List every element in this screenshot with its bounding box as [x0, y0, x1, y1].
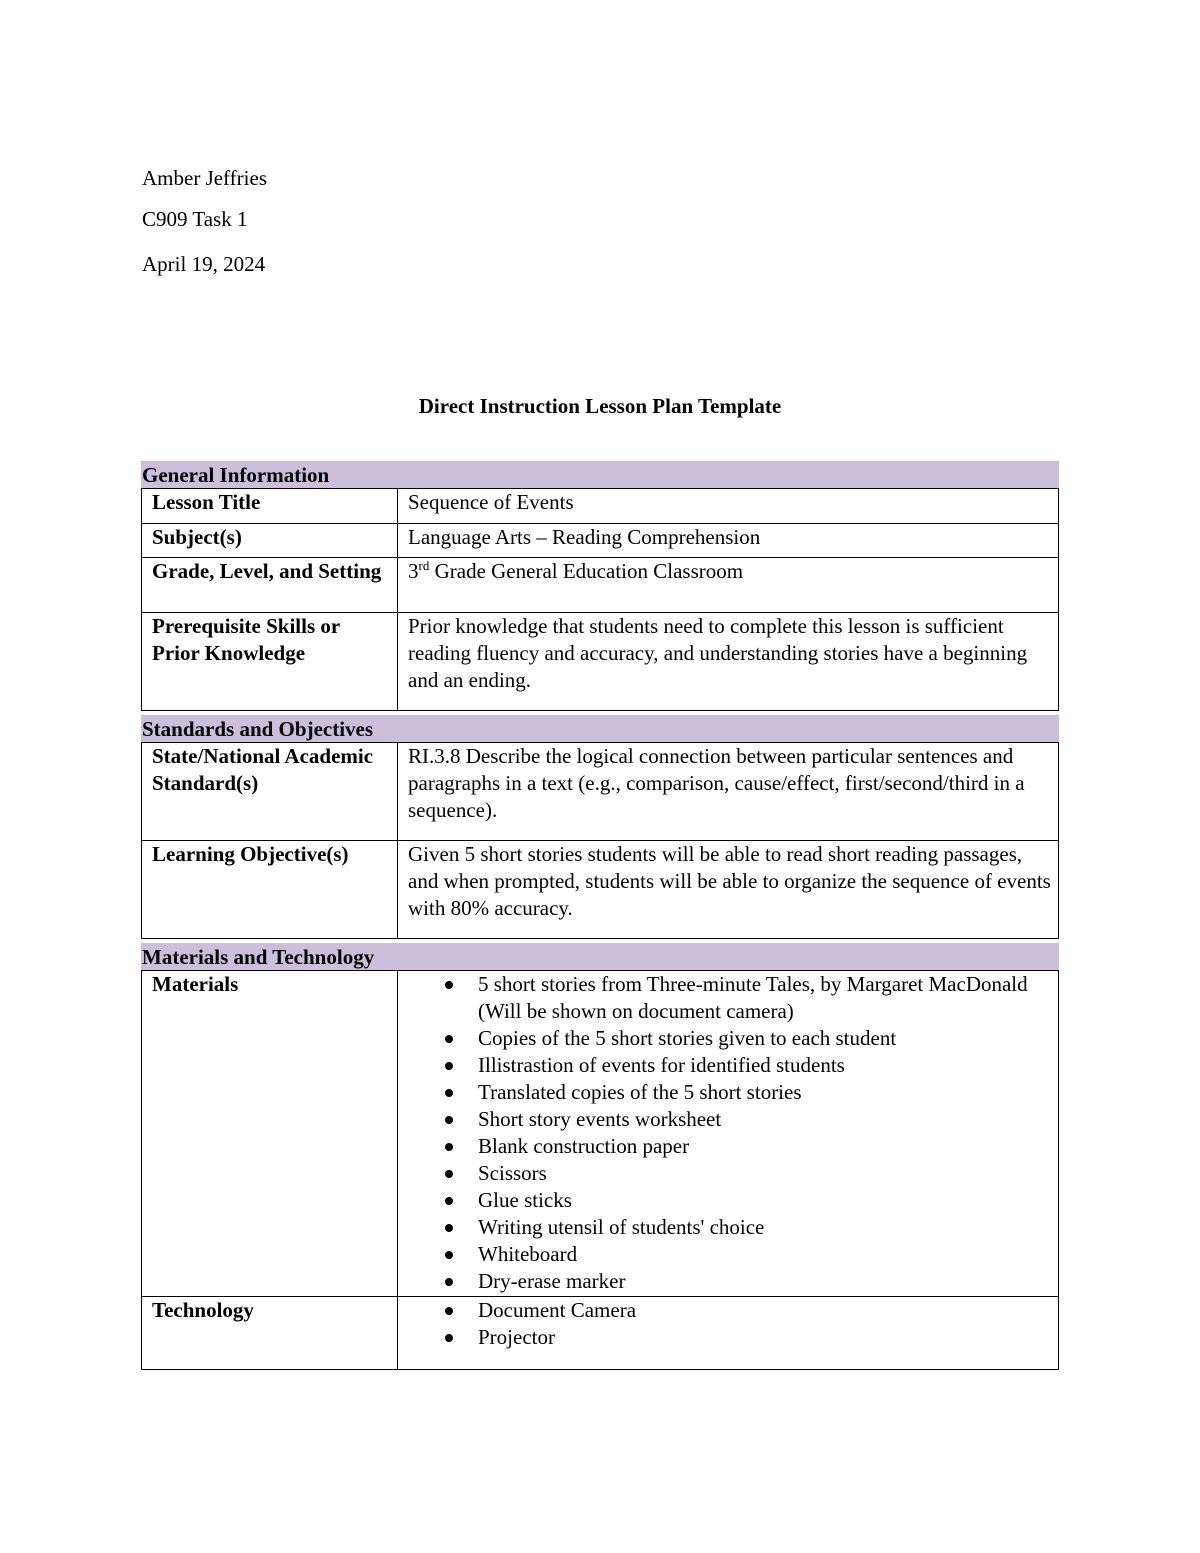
row-label: Materials [142, 971, 398, 1297]
row-label: Learning Objective(s) [142, 841, 398, 939]
list-item: Document Camera [478, 1297, 1052, 1324]
grade-setting: Grade General Education Classroom [429, 559, 744, 583]
table-row [142, 743, 1059, 841]
row-label: Technology [142, 1297, 398, 1370]
list-item: Short story events worksheet [478, 1106, 1052, 1133]
list-item: Whiteboard [478, 1241, 1052, 1268]
row-value: Sequence of Events [398, 489, 1059, 524]
row-label: State/National Academic Standard(s) [142, 743, 398, 841]
section-heading-standards: Standards and Objectives [141, 715, 1059, 742]
section-heading-general: General Information [141, 461, 1059, 488]
list-item: Glue sticks [478, 1187, 1052, 1214]
list-item: Illistrastion of events for identified students [478, 1052, 1052, 1079]
materials-list-cell [398, 971, 1059, 1297]
list-item: Copies of the 5 short stories given to each student [478, 1025, 1052, 1052]
list-item: Translated copies of the 5 short stories [478, 1079, 1052, 1106]
list-item: Projector [478, 1324, 1052, 1351]
table-row [142, 524, 1059, 558]
list-item: Blank construction paper [478, 1133, 1052, 1160]
materials-technology-table [141, 970, 1059, 1370]
section-heading-materials: Materials and Technology [141, 943, 1059, 970]
row-value: Given 5 short stories students will be able to read short reading passages, and when prompted, students will be able to organize the sequence of events with 80% accuracy. [398, 841, 1059, 939]
technology-list-cell [398, 1297, 1059, 1370]
technology-list [408, 1297, 1052, 1351]
grade-number: 3 [408, 559, 419, 583]
row-label: Lesson Title [142, 489, 398, 524]
list-item: Scissors [478, 1160, 1052, 1187]
list-item: Dry-erase marker [478, 1268, 1052, 1295]
row-label: Subject(s) [142, 524, 398, 558]
course-code: C909 Task 1 [142, 207, 248, 231]
document-title: Direct Instruction Lesson Plan Template [418, 394, 782, 418]
document-date: April 19, 2024 [142, 252, 266, 276]
materials-list [408, 971, 1052, 1295]
row-value: RI.3.8 Describe the logical connection between particular sentences and paragraphs in a text (e.g., comparison, cause/effect, first/second/third in a sequence). [398, 743, 1059, 841]
table-row [142, 1297, 1059, 1370]
row-value: Language Arts – Reading Comprehension [398, 524, 1059, 558]
row-value: Prior knowledge that students need to complete this lesson is sufficient reading fluency and accuracy, and understanding stories have a beginning and an ending. [398, 613, 1059, 711]
general-information-table [141, 488, 1059, 711]
table-row [142, 841, 1059, 939]
row-label: Prerequisite Skills or Prior Knowledge [142, 613, 398, 711]
list-item: 5 short stories from Three-minute Tales, by Margaret MacDonald (Will be shown on document camera) [478, 971, 1052, 1025]
author-name: Amber Jeffries [142, 166, 267, 190]
standards-objectives-table [141, 742, 1059, 939]
row-label: Grade, Level, and Setting [142, 558, 398, 613]
table-row [142, 489, 1059, 524]
table-row [142, 971, 1059, 1297]
grade-ordinal: rd [418, 558, 430, 573]
table-row [142, 613, 1059, 711]
row-value [398, 558, 1059, 613]
list-item: Writing utensil of students' choice [478, 1214, 1052, 1241]
table-row [142, 558, 1059, 613]
